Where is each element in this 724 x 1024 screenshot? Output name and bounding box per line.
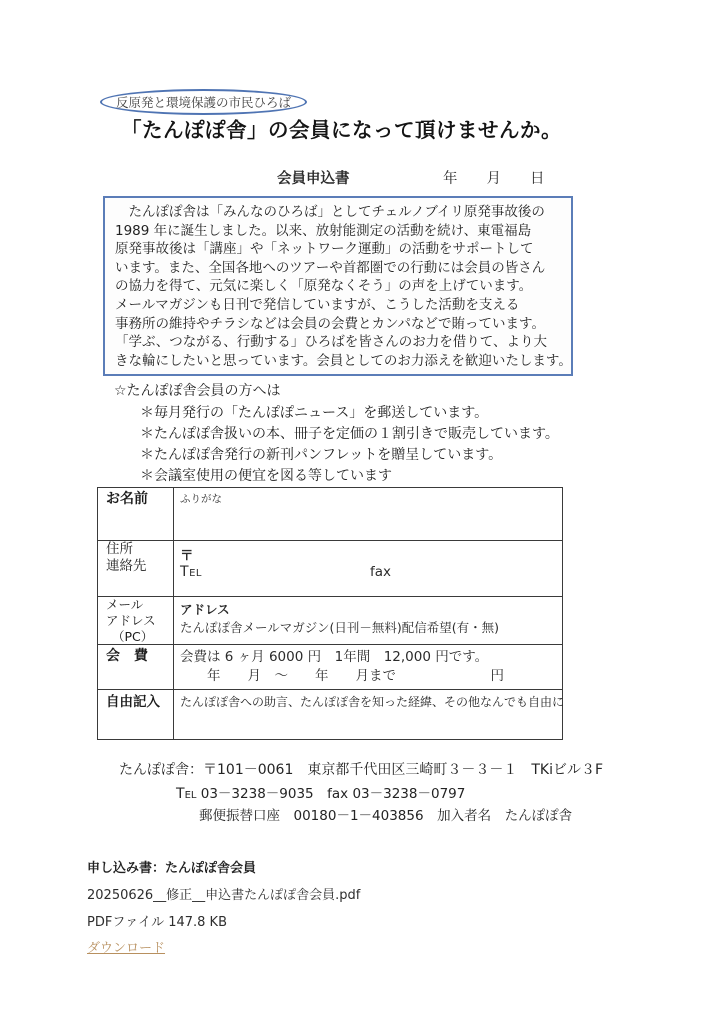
benefit-item: ＊たんぽぽ舎扱いの本、冊子を定価の１割引きで販売しています。 (140, 426, 559, 442)
telfax-line (180, 564, 556, 580)
fee-period-line: 年 月 ～ 年 月まで 円 (180, 668, 504, 685)
intro-line: 1989 年に誕生しました。以来、放射能測定の活動を続け、東電福島 (115, 222, 532, 239)
table-row-free-entry (98, 690, 563, 740)
address-label-line: 住所 (106, 541, 133, 557)
name-label: お名前 (98, 488, 174, 541)
email-field (174, 597, 563, 645)
attachment-block (87, 857, 360, 956)
email-label (98, 597, 174, 645)
contact-label (98, 541, 174, 597)
benefit-item: ＊毎月発行の「たんぽぽニュース」を郵送しています。 (140, 405, 489, 421)
application-form-title: 会員申込書 (277, 171, 350, 187)
attachment-filetype-size: PDFファイル 147.8 KB (87, 915, 227, 930)
name-field (174, 488, 563, 541)
intro-line: メールマガジンも日刊で発信していますが、こうした活動を支える (115, 296, 520, 313)
intro-line: きな輪にしたいと思っています。会員としてのお力添えを歓迎いたします。 (115, 352, 572, 369)
table-row-email (98, 597, 563, 645)
email-label-line: （PC） (112, 628, 154, 644)
application-table (97, 487, 563, 740)
date-fields: 年 月 日 (443, 171, 545, 187)
citizen-hiroba-badge (100, 89, 307, 115)
fee-label: 会 費 (98, 645, 174, 690)
org-address-line: たんぽぽ舎：〒101－0061 東京都千代田区三崎町３－３－１ TKiビル３F (119, 762, 604, 778)
table-row-name (98, 488, 563, 541)
intro-line: 「学ぶ、つながる、行動する」ひろばを皆さんのお力を借りて、より大 (115, 334, 547, 351)
tel-label: TEL (180, 564, 202, 580)
download-link[interactable]: ダウンロード (87, 941, 166, 956)
page-title: 「たんぽぽ舎」の会員になって頂けませんか。 (121, 118, 562, 142)
furigana-label: ふりがな (180, 493, 222, 505)
fee-field (174, 645, 563, 690)
intro-line: 原発事故後は「講座」や「ネットワーク運動」の活動をサポートして (115, 241, 534, 258)
org-tel-line (176, 782, 465, 802)
attachment-title: 申し込み書：たんぽぽ舎会員 (87, 861, 257, 876)
intro-line: 事務所の維持やチラシなどは会員の会費とカンパなどで賄っています。 (115, 315, 545, 332)
benefits-heading: ☆たんぽぽ舎会員の方へは (114, 383, 281, 399)
fax-label: fax (369, 564, 391, 580)
magazine-subscribe-line: たんぽぽ舎メールマガジン(日刊－無料)配信希望(有・無) (180, 620, 499, 635)
intro-box (103, 196, 573, 376)
email-label-line: メール (106, 597, 144, 612)
free-entry-label: 自由記入 (98, 690, 174, 740)
table-row-contact (98, 541, 563, 597)
benefit-item: ＊たんぽぽ舎発行の新刊パンフレットを贈呈しています。 (140, 447, 503, 463)
postal-mark: 〒 (180, 548, 194, 564)
contact-label-line: 連絡先 (106, 558, 147, 574)
contact-field (174, 541, 563, 597)
fee-amount-line: 会費は 6 ヶ月 6000 円 1年間 12,000 円です。 (180, 649, 489, 666)
org-tel-numbers: 03－3238－9035 fax 03－3238－0797 (196, 786, 466, 802)
intro-line: の協力を得て、元気に楽しく「原発なくそう」の声を上げています。 (115, 278, 533, 295)
tel-glyph: TEL (176, 786, 197, 802)
benefit-item: ＊会議室使用の便宜を図る等しています (140, 468, 392, 484)
badge-text: 反原発と環境保護の市民ひろば (115, 95, 291, 110)
table-row-fee (98, 645, 563, 690)
intro-line: います。また、全国各地へのツアーや首都圏での行動には会員の皆さん (115, 259, 546, 276)
intro-line: たんぽぽ舎は「みんなのひろば」としてチェルノブイリ原発事故後の (115, 204, 545, 220)
free-entry-field (174, 690, 563, 740)
attachment-filename: 20250626__修正__申込書たんぽぽ舎会員.pdf (87, 888, 361, 903)
org-postal-account-line: 郵便振替口座 00180－1－403856 加入者名 たんぽぽ舎 (199, 808, 573, 824)
member-benefits (114, 382, 559, 487)
free-entry-hint: たんぽぽ舎への助言、たんぽぽ舎を知った経緯、その他なんでも自由に (180, 695, 565, 710)
email-address-label: アドレス (180, 602, 230, 617)
email-label-line: アドレス (106, 612, 156, 628)
